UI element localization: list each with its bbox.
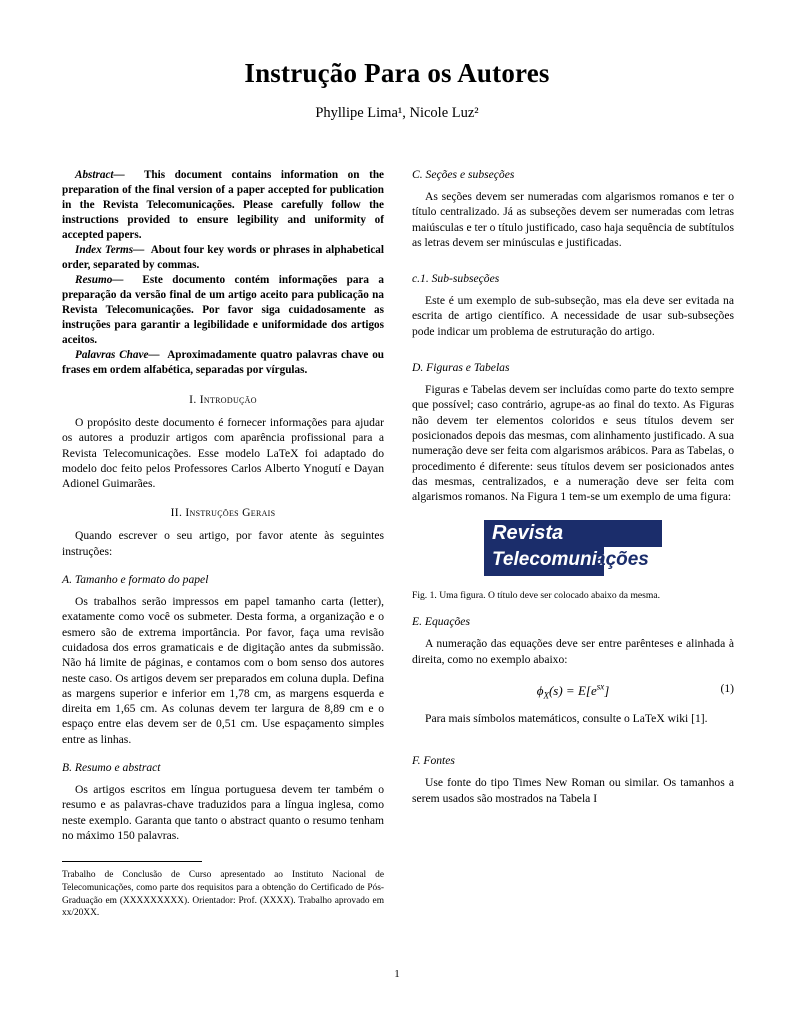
abstract-label: Abstract— [75,169,125,181]
index-terms-paragraph [62,243,384,273]
two-column-body [62,168,734,920]
left-column [62,168,384,920]
gerais-paragraph: Quando escrever o seu artigo, por favor atente às seguintes instruções: [62,529,384,558]
logo-word-acoes: ações [595,549,649,571]
footnote-divider [62,861,202,862]
index-terms-text: About four key words or phrases in alphabetical order, separated by commas. [62,244,384,271]
subsection-c-paragraph: As seções devem ser numeradas com algarismos romanos e ter o título centralizado. Já as subseções devem ser numeradas com letras maiúsculas e ter o título justificado, caso haja sequência de subtítulos as letras devem ser minúsculas e justificadas. [412,190,734,249]
subsection-e-paragraph: A numeração das equações deve ser entre parênteses e alinhada à direita, como no exemplo abaixo: [412,637,734,666]
subsection-heading-e: E. Equações [412,615,470,629]
author-list [0,105,794,122]
subsection-d-paragraph: Figuras e Tabelas devem ser incluídas como parte do texto sempre que possível; caso contrário, agrupe-as ao final do texto. As Figuras não devem ter elementos coloridos e seus títulos devem ser posicionados depois das mesmas, com alinhamento justificado. A sua numeração deve ser feita com algarismos arábicos. Para as Tabelas, o procedimento é diferente: seus títulos devem ser posicionados antes das mesmas, centralizados, e a numeração deve ser feita com algarismos romanos. Na Figura 1 tem-se um exemplo de uma figura: [412,383,734,504]
abstract-text: This document contains information on the preparation of the final version of a paper accepted for publication in the Revista Telecomunicações. Please carefully follow the instructions provided to ensure legibility and uniformity of accepted papers. [62,169,385,241]
subsection-heading-a: A. Tamanho e formato do papel [62,573,209,587]
abstract-block [62,168,384,378]
intro-paragraph: O propósito deste documento é fornecer informações para ajudar os autores a produzir artigos com aparência profissional para a Revista Telecomunicações. Esse modelo LaTeX foi adaptado do modelo doc feito pelos Professores Carlos Alberto Ynogutí e Dayan Adionel Guimarães. [62,416,384,491]
section-heading-introducao: I. Introdução [189,393,257,406]
page-number: 1 [394,968,400,980]
right-column [412,168,734,920]
equation-1 [412,682,734,701]
subsection-heading-f: F. Fontes [412,754,455,768]
logo-word-revista: Revista [492,522,564,545]
resumo-paragraph [62,273,384,348]
resumo-text: Este documento contém informações para a preparação da versão final de um artigo aceito para publicação na Revista Telecomunicações. Por favor siga cuidadosamente as instruções para garantir a legibilidade e uniformidade dos artigos aceitos. [62,274,384,346]
subsection-a-paragraph: Os trabalhos serão impressos em papel tamanho carta (letter), exatamente como você os submeter. Desta forma, a organização e o esmero são de extrema importância. Por favor, faça uma revisão cuidadosa dos erros gramaticais e de digitação antes da submissão. Não há limite de páginas, e contamos com o bom senso dos autores neste caso. Os artigos devem ser preparados em coluna dupla. Defina as margens superior e inferior em 1,78 cm, as margens esquerda e direita em 1,65 cm. As colunas devem ter largura de 8,89 cm e o espaço entre elas devem ser de 0,51 cm. Use espaçamento simples entre as linhas. [62,595,384,746]
subsubsection-c1-paragraph: Este é um exemplo de sub-subseção, mas ela deve ser evitada na escrita de artigo científico. A necessidade de usar sub-subseções pode indicar um problema de estruturação do artigo. [412,294,734,338]
resumo-label: Resumo— [75,274,124,286]
page-title: Instrução Para os Autores [244,58,550,88]
subsubsection-heading-c1: c.1. Sub-subseções [412,272,500,286]
subsection-heading-c: C. Seções e subseções [412,168,515,181]
subsection-heading-b: B. Resumo e abstract [62,761,161,775]
index-terms-label: Index Terms— [75,244,145,256]
logo-word-telecomunic: Telecomunic [492,549,608,571]
footnote-text: Trabalho de Conclusão de Curso apresentado ao Instituto Nacional de Telecomunicações, como parte dos requisitos para a obtenção do Certificado de Pós-Graduação em (XXXXXXXXX). Orientador: Prof. (XXXX). Trabalho aprovado em xx/20XX. [62,870,384,919]
figure-1 [412,520,734,581]
revista-telecomunicacoes-logo [484,520,662,576]
equation-1-number: (1) [720,682,734,696]
section-heading-instrucoes-gerais: II. Instruções Gerais [170,506,276,520]
author-names: Phyllipe Lima¹, Nicole Luz² [315,105,479,121]
subsection-b-paragraph: Os artigos escritos em língua portuguesa devem ter também o resumo e as palavras-chave traduzidos para a língua inglesa, como neste exemplo. Garanta que tanto o abstract quanto o resumo tenham no máximo 150 palavras. [62,783,384,842]
figure-1-caption: Fig. 1. Uma figura. O título deve ser colocado abaixo da mesma. [412,590,661,602]
abstract-paragraph [62,168,384,243]
subsection-heading-d: D. Figuras e Tabelas [412,361,510,375]
equation-1-body: $\phi_X(s) = E[e^{sx}]$ [536,682,610,701]
palavras-chave-paragraph [62,348,384,378]
subsection-e-paragraph-2: Para mais símbolos matemáticos, consulte o LaTeX wiki [1]. [425,711,708,725]
palavras-chave-label: Palavras Chave— [75,349,160,361]
palavras-chave-text: Aproximadamente quatro palavras chave ou frases em ordem alfabética, separadas por vírgulas. [62,349,385,376]
subsection-f-paragraph: Use fonte do tipo Times New Roman ou similar. Os tamanhos a serem usados são mostrados na Tabela I [412,776,734,805]
